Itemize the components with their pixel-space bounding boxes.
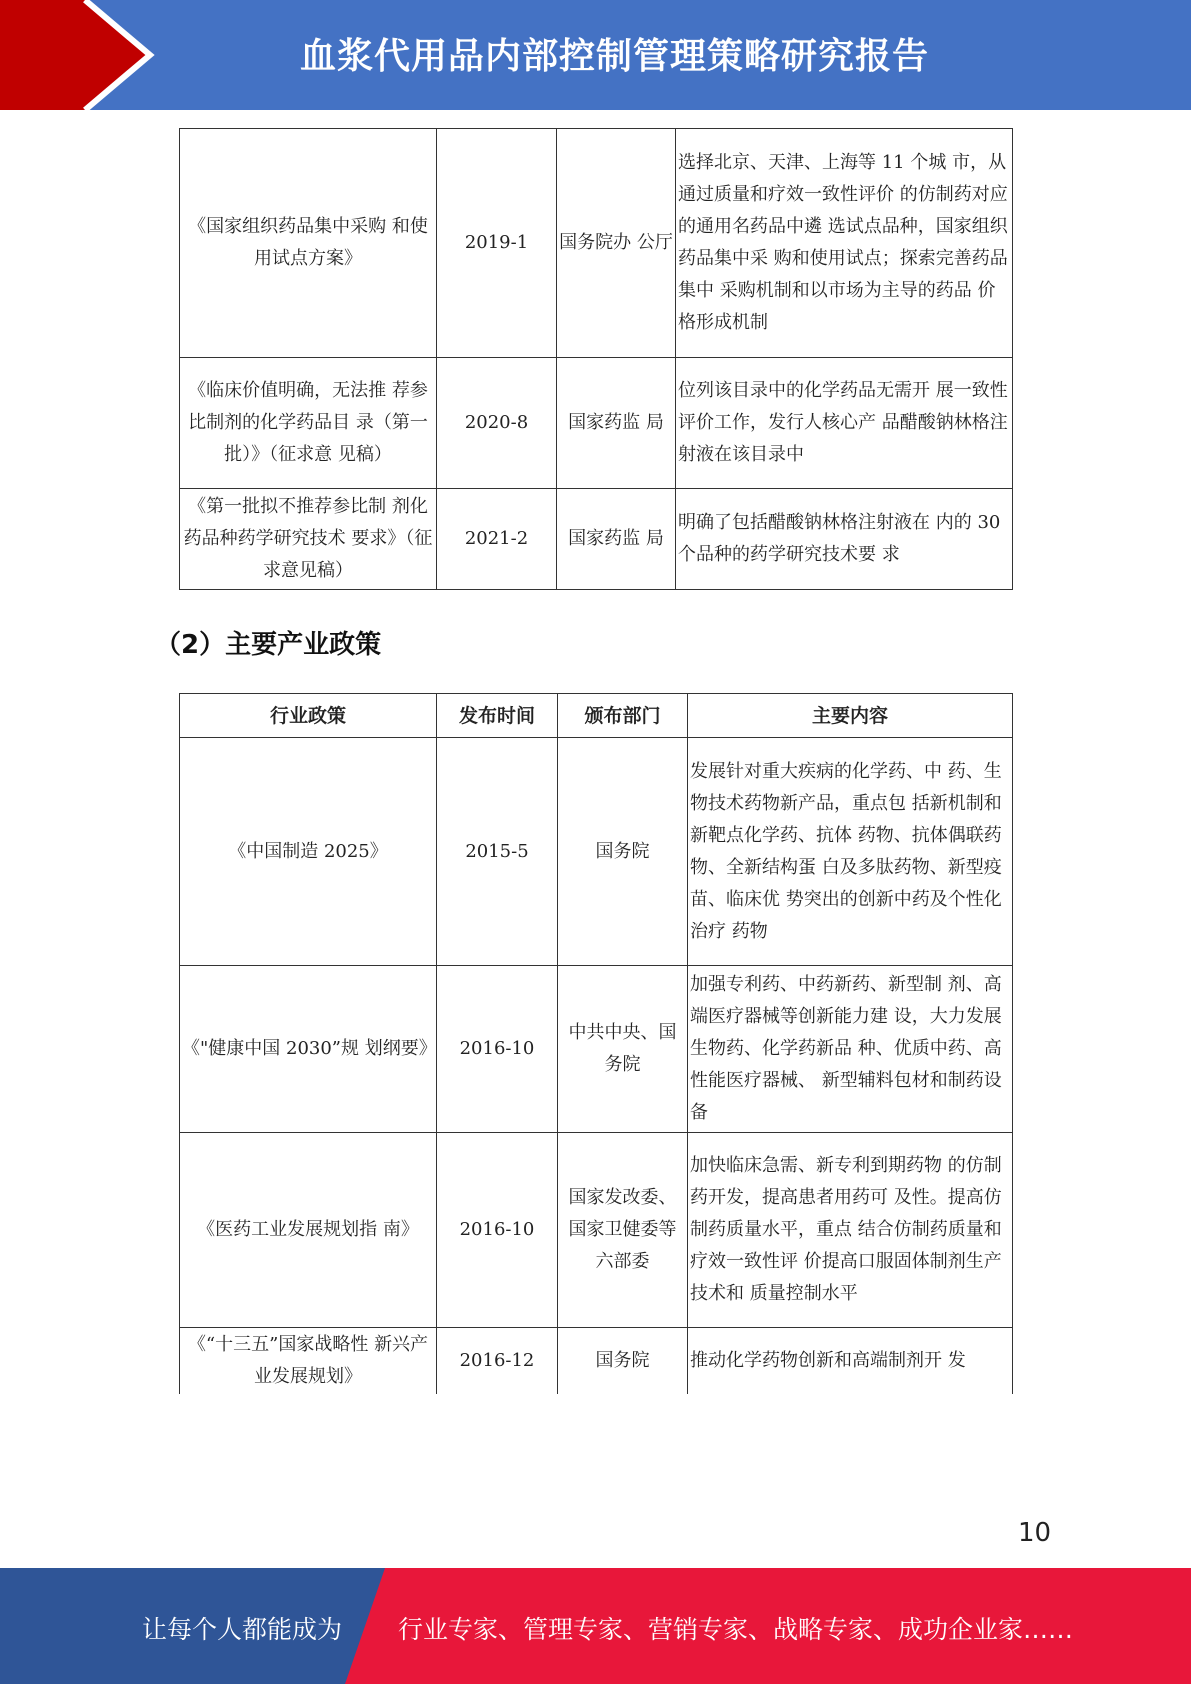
table-header-row (180, 694, 1013, 738)
dept-cell: 中共中央、国务院 (558, 966, 688, 1133)
table-row (180, 1328, 1013, 1394)
content-cell: 加强专利药、中药新药、新型制 剂、高端医疗器械等创新能力建 设，大力发展生物药、化学药新品 种、优质中药、高性能医疗器械、 新型辅料包材和制药设备 (688, 966, 1013, 1133)
date-cell: 2016-10 (437, 1133, 558, 1328)
table-row (180, 966, 1013, 1133)
content-cell: 明确了包括醋酸钠林格注射液在 内的 30 个品种的药学研究技术要 求 (676, 489, 1013, 590)
dept-cell: 国务院 (558, 738, 688, 966)
table-row (180, 358, 1013, 489)
date-cell: 2016-10 (437, 966, 558, 1133)
header-banner (0, 0, 1191, 110)
date-cell: 2015-5 (437, 738, 558, 966)
footer-slogan-left: 让每个人都能成为 (142, 1615, 343, 1644)
dept-cell: 国务院办 公厅 (557, 129, 676, 358)
industry-policy-table (179, 693, 1013, 1394)
dept-cell: 国家药监 局 (557, 489, 676, 590)
column-header-dept: 颁布部门 (558, 694, 688, 738)
dept-cell: 国务院 (558, 1328, 688, 1394)
dept-cell: 国家发改委、国家卫健委等六部委 (558, 1133, 688, 1328)
table-row (180, 489, 1013, 590)
section-heading: （2）主要产业政策 (155, 630, 382, 660)
column-header-content: 主要内容 (688, 694, 1013, 738)
policy-cell: 《医药工业发展规划指 南》 (180, 1133, 437, 1328)
policy-cell: 《国家组织药品集中采购 和使用试点方案》 (180, 129, 437, 358)
column-header-date: 发布时间 (437, 694, 558, 738)
header-title: 血浆代用品内部控制管理策略研究报告 (300, 36, 930, 77)
footer-slogan-right: 行业专家、管理专家、营销专家、战略专家、成功企业家…… (398, 1615, 1074, 1644)
content-cell: 选择北京、天津、上海等 11 个城 市，从通过质量和疗效一致性评价 的仿制药对应的通用名药品中遴 选试点品种，国家组织药品集中采 购和使用试点；探索完善药品集中 采购机制和以市场为主导的药品 价格形成机制 (676, 129, 1013, 358)
content-cell: 发展针对重大疾病的化学药、中 药、生物技术药物新产品，重点包 括新机制和新靶点化学药、抗体 药物、抗体偶联药物、全新结构蛋 白及多肽药物、新型疫苗、临床优 势突出的创新中药及个性化治疗 药物 (688, 738, 1013, 966)
table-row (180, 129, 1013, 358)
table-row (180, 1133, 1013, 1328)
date-cell: 2020-8 (437, 358, 557, 489)
dept-cell: 国家药监 局 (557, 358, 676, 489)
policy-cell: 《第一批拟不推荐参比制 剂化药品种药学研究技术 要求》（征求意见稿） (180, 489, 437, 590)
content-cell: 推动化学药物创新和高端制剂开 发 (688, 1328, 1013, 1394)
policy-table-continued (179, 128, 1013, 590)
policy-cell: 《中国制造 2025》 (180, 738, 437, 966)
policy-cell: 《"健康中国 2030”规 划纲要》 (180, 966, 437, 1133)
content-cell: 位列该目录中的化学药品无需开 展一致性评价工作，发行人核心产 品醋酸钠林格注射液在该目录中 (676, 358, 1013, 489)
table-row (180, 738, 1013, 966)
page-number: 10 (1018, 1518, 1052, 1548)
policy-cell: 《“十三五”国家战略性 新兴产业发展规划》 (180, 1328, 437, 1394)
policy-cell: 《临床价值明确，无法推 荐参比制剂的化学药品目 录（第一批）》（征求意 见稿） (180, 358, 437, 489)
footer-banner (0, 1568, 1191, 1684)
content-cell: 加快临床急需、新专利到期药物 的仿制药开发，提高患者用药可 及性。提高仿制药质量水平，重点 结合仿制药质量和疗效一致性评 价提高口服固体制剂生产技术和 质量控制水平 (688, 1133, 1013, 1328)
date-cell: 2021-2 (437, 489, 557, 590)
date-cell: 2016-12 (437, 1328, 558, 1394)
column-header-policy: 行业政策 (180, 694, 437, 738)
date-cell: 2019-1 (437, 129, 557, 358)
